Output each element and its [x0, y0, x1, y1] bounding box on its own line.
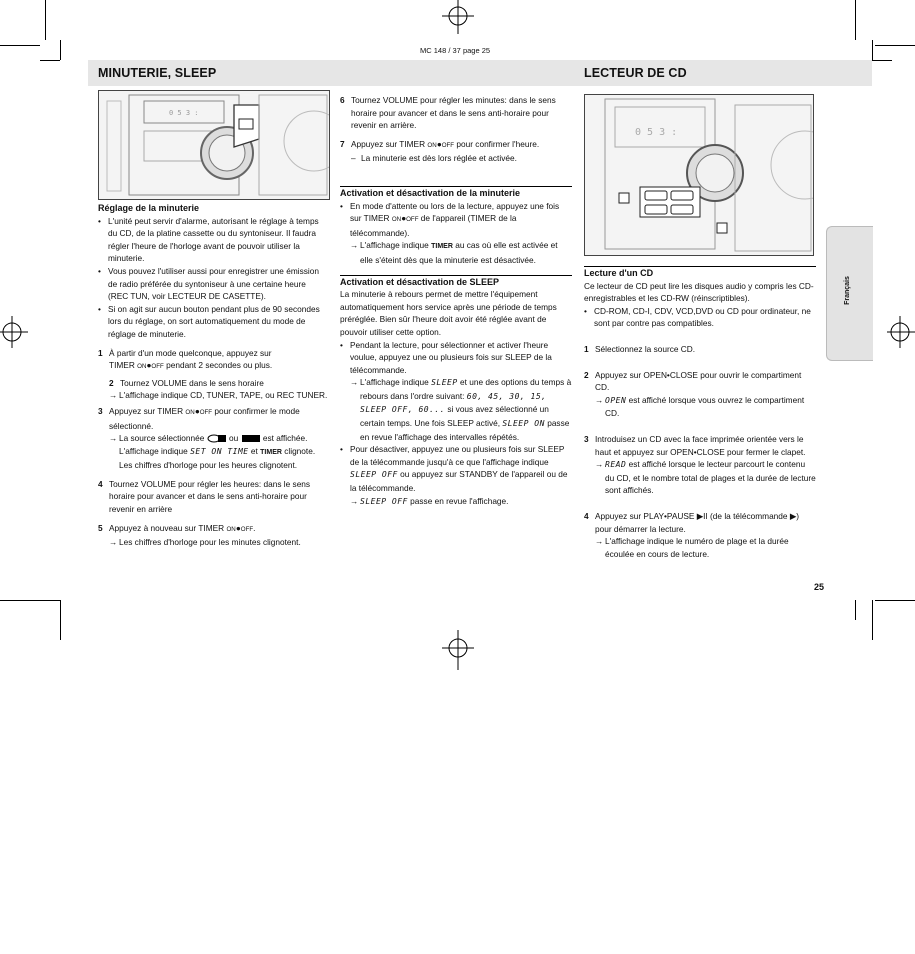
step-text: Appuyez sur PLAY•PAUSE ▶II (de la télécommande ▶) pour démarrer la lecture.	[595, 510, 799, 534]
step-1-cont: TIMER ON●OFF pendant 2 secondes ou plus.	[109, 360, 273, 371]
result-text: passe en revue l'affichage.	[410, 495, 509, 506]
column-timer-setting	[98, 202, 330, 549]
subheading-lecture-cd: Lecture d'un CD	[584, 268, 654, 278]
crop-mark	[855, 600, 856, 620]
crop-mark	[872, 600, 873, 640]
crop-mark	[45, 600, 46, 601]
step-3: 3 Appuyez sur TIMER ON●OFF pour confirmer le mode sélectionné.	[98, 405, 300, 431]
bullet: • Si on agit sur aucun bouton pendant plus de 90 secondes lors du réglage, on sort automatiquement du mode de réglage de minuterie.	[98, 303, 330, 341]
step-1: 1 À partir d'un mode quelconque, appuyez sur	[98, 347, 272, 358]
result-text: si vous avez sélectionné un certain temps. Une fois SLEEP activé,	[360, 404, 549, 429]
step-2-result: → L'affichage indique CD, TUNER, TAPE, ou REC TUNER.	[109, 390, 328, 401]
activation-result: → L'affichage indique TIMER au cas où elle est activée et elle s'éteint dès que la minuterie est désactivée.	[350, 240, 558, 265]
timer-indicator: TIMER	[260, 448, 282, 456]
crop-mark	[45, 0, 46, 40]
crop-mark	[0, 600, 40, 601]
crop-mark	[855, 0, 856, 40]
display-text: SET ON TIME	[190, 446, 249, 456]
result-text: au cas où elle est activée et elle s'éteint dès que la minuterie est désactivée.	[360, 240, 558, 265]
step-2: 2 Tournez VOLUME dans le sens horaire	[109, 377, 264, 388]
bullet: • CD-ROM, CD-I, CDV, VCD,DVD ou CD pour ordinateur, ne sont par contre pas compatibles.	[584, 305, 816, 330]
bullet: • L'unité peut servir d'alarme, autorisant le réglage à temps du CD, de la platine cassette ou du syntoniseur. Il faudra régler l'heure de l'horloge avant de pouvoir utiliser la minuterie.	[98, 215, 330, 265]
registration-mark-right	[885, 312, 915, 352]
result-text: clignote.	[284, 445, 316, 456]
result-text: L'affichage indique	[360, 377, 429, 388]
crop-mark	[872, 60, 892, 61]
result-text: L'affichage indique CD, TUNER, TAPE, ou REC TUNER.	[119, 390, 328, 401]
device-illustration-timer	[98, 90, 330, 200]
bullet: • En mode d'attente ou lors de la lecture, appuyez une fois sur TIMER ON●OFF de l'appareil (TIMER de la télécommande).	[340, 200, 572, 240]
registration-mark-bottom	[438, 626, 478, 676]
crop-mark	[875, 45, 915, 46]
result-text: La minuterie est dès lors réglée et activée.	[361, 153, 517, 164]
cd-source-icon	[207, 434, 227, 443]
bullet	[340, 443, 572, 494]
device-illustration-cd	[584, 94, 814, 256]
result-text: Les chiffres d'horloge pour les heures clignotent.	[119, 460, 298, 471]
bullet-text: de l'appareil (TIMER de la télécommande).	[350, 213, 517, 238]
step-6: 6 Tournez VOLUME pour régler les minutes: dans le sens horaire pour avancer et dans le sens anti-horaire pour revenir en arrière.	[340, 95, 556, 131]
bullet: • Pendant la lecture, pour sélectionner et activer l'heure voulue, appuyez une ou plusieurs fois sur SLEEP de la télécommande.	[340, 339, 572, 377]
result-text: passe en revue l'affichage des intervalles répétés.	[360, 418, 570, 442]
step-4-result: → L'affichage indique le numéro de plage et la durée écoulée en cours de lecture.	[595, 536, 789, 559]
step-2: 2 Appuyez sur OPEN•CLOSE pour ouvrir le compartiment CD.	[584, 369, 802, 393]
language-tab-label: Français	[843, 276, 851, 305]
crop-mark	[0, 45, 40, 46]
step-text: À partir d'un mode quelconque, appuyez sur	[109, 347, 272, 358]
crop-mark	[872, 40, 873, 60]
off-label: OFF	[151, 363, 164, 371]
step-2-result: → OPEN est affiché lorsque vous ouvrez le compartiment CD.	[595, 394, 805, 419]
result-text: Les chiffres d'horloge pour les minutes clignotent.	[119, 537, 301, 548]
step-text: Tournez VOLUME pour régler les minutes: dans le sens horaire pour avancer et dans le sens anti-horaire pour revenir en arrière.	[351, 95, 556, 131]
step-text: pour confirmer le mode sélectionné.	[109, 405, 300, 431]
bullet-text: Pour désactiver, appuyez une ou plusieurs fois sur SLEEP de la télécommande jusqu'à ce que l'affichage indique	[350, 444, 565, 467]
bullet-text: ou appuyez sur STANDBY de l'appareil ou de la télécommande.	[350, 469, 568, 494]
result-text: et	[250, 445, 258, 456]
step-3-result: → READ est affiché lorsque le lecteur parcourt le contenu du CD, et le nombre total de plages et la durée de lecture sont affichés.	[595, 459, 816, 496]
section-title-left: MINUTERIE, SLEEP	[98, 66, 217, 80]
step-7: 7 Appuyez sur TIMER ON●OFF pour confirmer l'heure.	[340, 138, 540, 149]
svg-text:0 5 3 :: 0 5 3 :	[635, 127, 678, 138]
result-text: L'affichage indique	[119, 445, 188, 456]
step-text: Introduisez un CD avec la face imprimée orientée vers le haut et appuyez sur OPEN•CLOSE pour fermer le clapet.	[595, 433, 806, 457]
step-1: 1 Sélectionnez la source CD.	[584, 343, 696, 354]
subheading-reglage: Réglage de la minuterie	[98, 203, 200, 213]
step-7-note: – La minuterie est dès lors réglée et activée.	[351, 153, 517, 164]
step-text: Appuyez sur TIMER	[351, 138, 426, 149]
sleep-off-result: → SLEEP OFF passe en revue l'affichage.	[350, 495, 509, 506]
section-title-right: LECTEUR DE CD	[584, 66, 687, 80]
step-text: Appuyez à nouveau sur TIMER	[109, 522, 225, 533]
crop-mark	[60, 40, 61, 60]
cd-intro: Ce lecteur de CD peut lire les disques audio y compris les CD-enregistrables et les CD-RW (réinscriptibles).	[584, 280, 814, 304]
result-text: L'affichage indique	[360, 240, 429, 251]
sleep-result: → L'affichage indique SLEEP et une des options du temps à rebours dans l'ordre suivant: 60, 45, 30, 15, SLEEP OFF, 60... si vous avez sélectionné un certain temps. Une fois SLEEP activé, SLEEP ON passe en revue l'affichage des intervalles répétés.	[350, 377, 572, 442]
result-text: ou	[228, 433, 239, 444]
display-text: OPEN	[605, 395, 627, 405]
result-text: est affichée.	[262, 433, 308, 444]
crop-mark	[40, 600, 60, 601]
crop-mark	[40, 60, 60, 61]
column-cd-playback	[584, 266, 816, 560]
subheading-sleep: Activation et désactivation de SLEEP	[340, 276, 500, 287]
language-tab	[826, 226, 873, 361]
result-text: La source sélectionnée	[119, 433, 205, 444]
page-number: 25	[814, 582, 825, 592]
tuner-source-icon	[241, 434, 261, 443]
timer-indicator: TIMER	[431, 243, 453, 251]
registration-mark-left	[0, 312, 30, 352]
result-text: L'affichage indique le numéro de plage et la durée écoulée en cours de lecture.	[605, 536, 789, 559]
step-text: Sélectionnez la source CD.	[595, 343, 696, 354]
step-text: TIMER	[109, 360, 135, 371]
column-timer-sleep	[340, 94, 572, 508]
step-text: Appuyez sur TIMER	[109, 405, 184, 416]
on-label: ON	[137, 363, 147, 371]
stereo-drawing	[99, 91, 329, 199]
sleep-intro: La minuterie à rebours permet de mettre l'équipement automatiquement hors service après une période de temps préréglée. Bien sûr l'heure doit avoir été réglée avant de pouvoir utiliser cette option.	[340, 289, 557, 337]
step-5: 5 Appuyez à nouveau sur TIMER ON●OFF.	[98, 522, 256, 533]
crop-mark	[60, 600, 61, 640]
svg-text:0 5 3 :: 0 5 3 :	[169, 109, 199, 117]
bullet: • Vous pouvez l'utiliser aussi pour enregistrer une émission de radio préférée du syntoniseur à une certaine heure	[98, 265, 330, 290]
step-4: 4 Appuyez sur PLAY•PAUSE ▶II (de la télécommande ▶) pour démarrer la lecture.	[584, 510, 799, 534]
step-4: 4 Tournez VOLUME pour régler les heures: dans le sens horaire pour avancer et dans le sens anti-horaire pour revenir en arrière	[98, 478, 311, 515]
page-ref: MC 148 / 37 page 25	[420, 46, 491, 55]
crop-mark	[875, 600, 915, 601]
step-text: Appuyez sur OPEN•CLOSE pour ouvrir le compartiment CD.	[595, 369, 802, 393]
step-text: pour confirmer l'heure.	[456, 138, 540, 149]
display-text: SLEEP OFF	[360, 496, 408, 506]
step-text: pendant 2 secondes ou plus.	[166, 360, 273, 371]
display-text: SLEEP ON	[502, 419, 545, 429]
result-text: est affiché lorsque vous ouvrez le compartiment CD.	[605, 394, 805, 419]
bullet-continuation: (REC TUN, voir LECTEUR DE CASETTE).	[108, 291, 266, 302]
step-3-result: → La source sélectionnée ou est affichée. L'affichage indique SET ON TIME et TIMER clignote. Les chiffres d'horloge pour les heures clignotent.	[109, 433, 316, 471]
display-text: SLEEP	[431, 378, 458, 388]
bullet-text: En mode d'attente ou lors de la lecture, appuyez une fois sur TIMER	[350, 200, 560, 224]
subheading-activation-minuterie: Activation et désactivation de la minuterie	[340, 187, 521, 198]
step-3: 3 Introduisez un CD avec la face imprimée orientée vers le haut et appuyez sur OPEN•CLOSE pour fermer le clapet.	[584, 433, 806, 457]
display-text: READ	[605, 460, 627, 470]
result-text: et une des options du temps à rebours dans l'ordre suivant:	[360, 377, 572, 401]
registration-mark-top	[438, 0, 478, 40]
display-text: 60, 45, 30, 15, SLEEP OFF, 60...	[360, 391, 547, 415]
stereo-drawing-cd	[585, 95, 813, 255]
display-text: SLEEP OFF	[350, 470, 398, 480]
step-5-result: → Les chiffres d'horloge pour les minutes clignotent.	[109, 537, 301, 548]
result-text: est affiché lorsque le lecteur parcourt le contenu du CD, et le nombre total de plages et la durée de lecture sont affichés.	[605, 459, 816, 496]
step-text: Tournez VOLUME dans le sens horaire	[120, 377, 264, 388]
step-text: Tournez VOLUME pour régler les heures: dans le sens horaire pour avancer et dans le sens anti-horaire pour revenir en arrière	[109, 478, 311, 515]
